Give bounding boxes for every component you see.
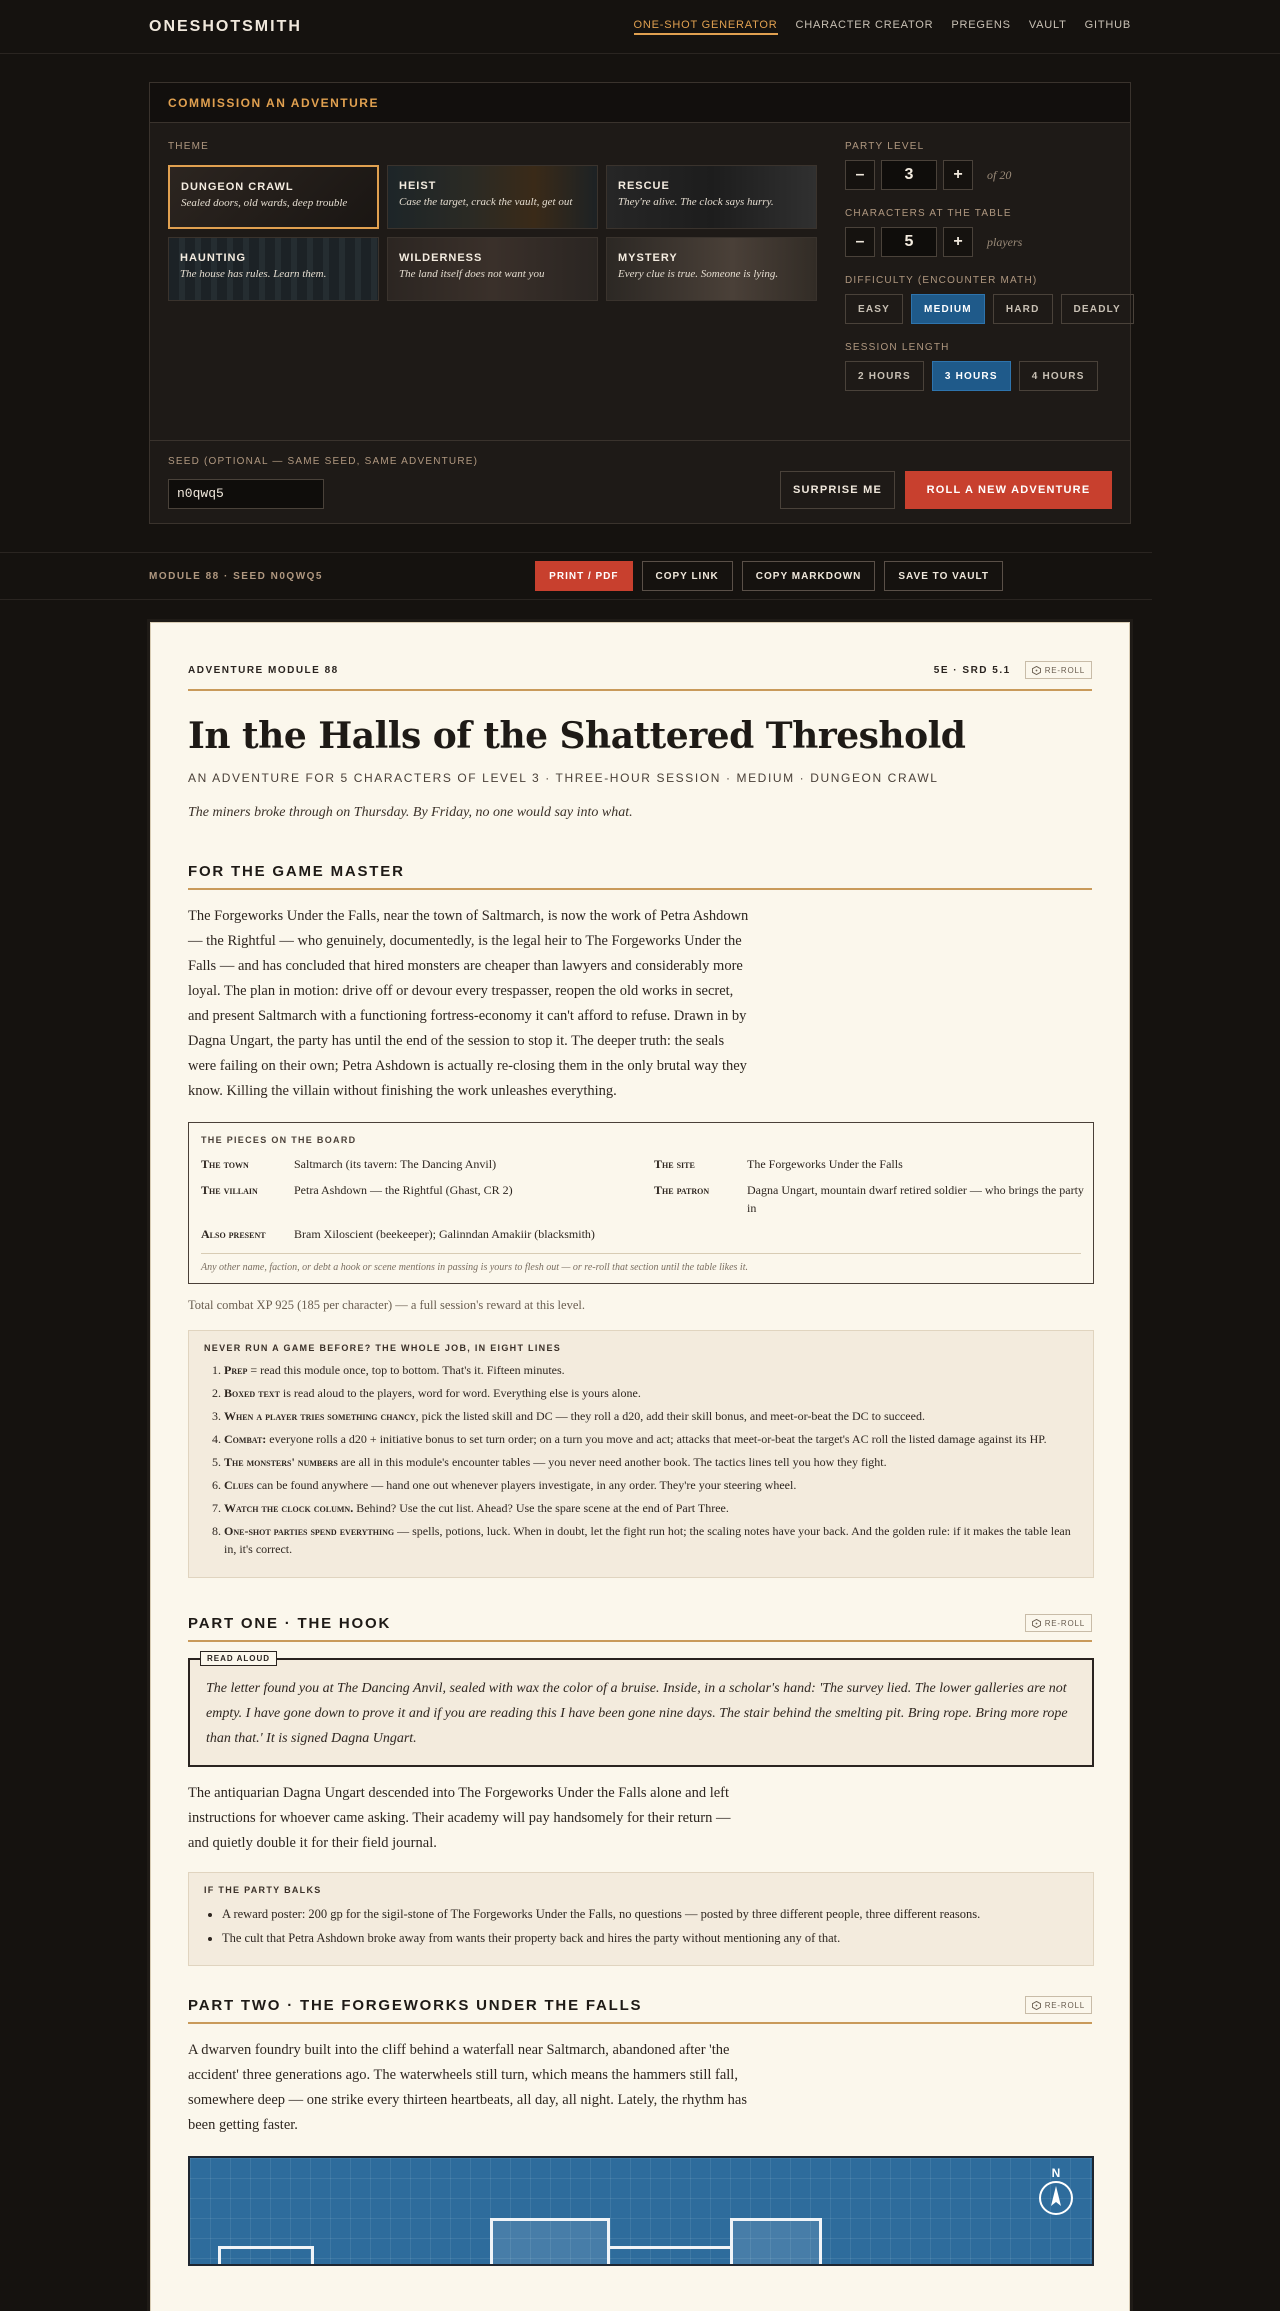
term: Clues — [224, 1478, 254, 1492]
dice-icon — [1032, 666, 1041, 675]
theme-name: DUNGEON CRAWL — [181, 181, 294, 193]
pieces-note: Any other name, faction, or debt a hook or scene mentions in passing is yours to flesh out — or re-roll that section until the table likes it. — [201, 1253, 1081, 1273]
piece-value: Bram Xiloscient (beekeeper); Galinndan Amakiir (blacksmith) — [294, 1227, 595, 1241]
list-item: • A reward poster: 200 gp for the sigil-stone of The Forgeworks Under the Falls, no questions — posted by three different people, three different reasons. — [222, 1905, 1078, 1923]
nav-link-generator[interactable]: ONE-SHOT GENERATOR — [634, 19, 778, 35]
theme-card-haunting[interactable] — [168, 237, 379, 301]
balks-heading: IF THE PARTY BALKS — [204, 1885, 322, 1895]
session-3-hours[interactable]: 3 HOURS — [932, 361, 1011, 391]
increment-button[interactable]: + — [943, 160, 973, 190]
session-2-hours[interactable]: 2 HOURS — [845, 361, 924, 391]
pieces-heading: THE PIECES ON THE BOARD — [201, 1135, 357, 1145]
decrement-button[interactable]: – — [845, 227, 875, 257]
session-group — [845, 342, 1115, 391]
difficulty-medium[interactable]: MEDIUM — [911, 294, 985, 324]
piece-value: Petra Ashdown — the Rightful (Ghast, CR 2) — [294, 1183, 513, 1197]
theme-card-rescue[interactable] — [606, 165, 817, 229]
characters-value[interactable]: 5 — [881, 227, 937, 257]
reroll-label: RE-ROLL — [1044, 2000, 1085, 2010]
read-aloud-tag: READ ALOUD — [200, 1651, 277, 1666]
party-level-unit: of 20 — [987, 167, 1012, 182]
read-aloud-box — [188, 1654, 1094, 1767]
pieces-box — [188, 1122, 1094, 1284]
list-item — [224, 1453, 1078, 1471]
theme-name: RESCUE — [618, 180, 670, 192]
adventure-document — [150, 622, 1130, 2311]
map-corridor — [610, 2246, 730, 2266]
theme-desc: Case the target, crack the vault, get out — [399, 196, 573, 208]
definition: are all in this module's encounter tables — you never need another book. The tactics lines tell you how they fight. — [337, 1455, 887, 1469]
party-level-value[interactable]: 3 — [881, 160, 937, 190]
theme-name: HEIST — [399, 180, 437, 192]
part-two-text: A dwarven foundry built into the cliff behind a waterfall near Saltmarch, abandoned after 'the accident' three generations ago. The waterwheels still turn, which means the hammers still fall, somewhere deep — one strike every thirteen heartbeats, all day, all night. Lately, the rhythm has been getting faster. — [188, 2042, 747, 2133]
module-label: ADVENTURE MODULE 88 — [188, 664, 339, 676]
increment-button[interactable]: + — [943, 227, 973, 257]
gm-text: The Forgeworks Under the Falls, near the town of Saltmarch, is now the work of Petra Ashdown — the Rightful — who genuinely, documentedly, is the legal heir to The Forgeworks Under the Falls — and has concluded that hired monsters are cheaper than lawyers and considerably more loyal. The plan in motion: drive off or devour every trespasser, reopen the old works in secret, and present Saltmarch with a functioning fortress-economy it can't afford to refuse. Drawn in by Dagna Ungart, the party has until the end of the session to stop it. The deeper truth: the seals were failing on their own; Petra Ashdown is actually re-closing them in the only brutal way they know. Killing the villain without finishing the work unleashes everything. — [188, 908, 749, 1099]
copy-markdown-button[interactable]: COPY MARKDOWN — [742, 561, 876, 591]
term: Combat: — [224, 1432, 267, 1446]
piece-value: Saltmarch (its tavern: The Dancing Anvil) — [294, 1157, 497, 1171]
settings-column — [845, 141, 1121, 409]
characters-unit: players — [987, 234, 1023, 249]
toolbar-buttons — [535, 561, 1003, 591]
panel-footer — [150, 440, 1130, 524]
nav-link-github[interactable]: GITHUB — [1084, 18, 1131, 31]
definition: — spells, potions, luck. When in doubt, let the fight run hot; the scaling notes have your back. And the golden rule: if it makes the table lean in, it's correct. — [224, 1524, 1071, 1556]
seed-label: SEED (OPTIONAL — SAME SEED, SAME ADVENTURE) — [168, 456, 479, 467]
piece-key: The town — [201, 1157, 249, 1171]
newbie-guide — [188, 1330, 1094, 1578]
document-header — [188, 661, 1092, 691]
term: One-shot parties spend everything — [224, 1524, 395, 1538]
adventure-title: In the Halls of the Shattered Threshold — [188, 715, 966, 757]
party-level-group — [845, 141, 1115, 190]
party-level-stepper — [845, 160, 1115, 190]
reroll-button[interactable] — [1025, 1614, 1092, 1632]
term: Watch the clock column. — [224, 1501, 354, 1515]
dungeon-map — [188, 2156, 1094, 2266]
theme-desc: They're alive. The clock says hurry. — [618, 196, 774, 208]
difficulty-easy[interactable]: EASY — [845, 294, 903, 324]
definition: , pick the listed skill and DC — they roll a d20, add their skill bonus, and meet-or-beat the DC to succeed. — [415, 1409, 925, 1423]
list-item — [224, 1476, 1078, 1494]
adventure-tagline: The miners broke through on Thursday. By Friday, no one would say into what. — [188, 805, 633, 820]
list-item — [224, 1407, 1078, 1425]
theme-name: WILDERNESS — [399, 252, 483, 264]
difficulty-deadly[interactable]: DEADLY — [1061, 294, 1134, 324]
difficulty-label: DIFFICULTY (ENCOUNTER MATH) — [845, 275, 1038, 286]
term: Prep — [224, 1363, 248, 1377]
roll-adventure-button[interactable]: ROLL A NEW ADVENTURE — [905, 471, 1112, 509]
seed-input[interactable]: n0qwq5 — [168, 479, 324, 509]
definition: can be found anywhere — hand one out whenever players investigate, in any order. They're your steering wheel. — [253, 1478, 797, 1492]
section-heading: FOR THE GAME MASTER — [188, 863, 405, 880]
part-two-header — [188, 1996, 1092, 2024]
read-aloud-text: The letter found you at The Dancing Anvil, sealed with wax the color of a bruise. Inside, in a scholar's hand: 'The survey lied. The lower galleries are not empty. I have gone down to prove it and if you are reading this I have been gone nine days. The stair behind the smelting pit. Bring rope. Bring more rope than that.' It is signed Dagna Ungart. — [206, 1681, 1068, 1746]
section-heading: PART TWO · THE FORGEWORKS UNDER THE FALLS — [188, 1996, 643, 2014]
term: Boxed text — [224, 1386, 280, 1400]
theme-grid — [168, 165, 817, 301]
module-toolbar — [0, 552, 1152, 600]
north-label: N — [1051, 2166, 1061, 2180]
difficulty-options — [845, 294, 1121, 324]
brand-logo[interactable]: ONESHOTSMITH — [149, 17, 302, 35]
save-to-vault-button[interactable]: SAVE TO VAULT — [884, 561, 1003, 591]
pieces-grid — [201, 1155, 1084, 1243]
reroll-label: RE-ROLL — [1044, 665, 1085, 675]
theme-desc: Sealed doors, old wards, deep trouble — [181, 197, 348, 209]
top-nav — [0, 0, 1280, 54]
session-4-hours[interactable]: 4 HOURS — [1019, 361, 1098, 391]
definition: Behind? Use the cut list. Ahead? Use the spare scene at the end of Part Three. — [353, 1501, 729, 1515]
list-item — [224, 1430, 1078, 1448]
difficulty-hard[interactable]: HARD — [993, 294, 1053, 324]
map-room — [490, 2218, 610, 2266]
theme-name: HAUNTING — [180, 252, 247, 264]
theme-card-heist[interactable] — [387, 165, 598, 229]
part-one-text: The antiquarian Dagna Ungart descended into The Forgeworks Under the Falls alone and left instructions for whoever came asking. Their academy will pay handsomely for their return — and quietly double it for their field journal. — [188, 1785, 731, 1851]
piece-key: The patron — [654, 1183, 710, 1197]
piece-key: The villain — [201, 1183, 258, 1197]
compass-icon — [1038, 2180, 1074, 2216]
list-item — [224, 1361, 1078, 1379]
nav-links — [634, 19, 1131, 35]
print-pdf-button[interactable]: PRINT / PDF — [535, 561, 632, 591]
list-item — [224, 1499, 1078, 1517]
nav-link-pregens[interactable]: PREGENS — [951, 18, 1011, 31]
newbie-heading: NEVER RUN A GAME BEFORE? THE WHOLE JOB, IN EIGHT LINES — [204, 1343, 562, 1353]
difficulty-group — [845, 275, 1121, 324]
reroll-label: RE-ROLL — [1044, 1618, 1085, 1628]
section-heading: PART ONE · THE HOOK — [188, 1614, 392, 1632]
system-label: 5E · SRD 5.1 — [933, 664, 1011, 676]
piece-value: The Forgeworks Under the Falls — [747, 1157, 903, 1171]
theme-desc: Every clue is true. Someone is lying. — [618, 268, 779, 280]
nav-link-character-creator[interactable]: CHARACTER CREATOR — [795, 18, 934, 31]
list-item — [224, 1522, 1078, 1558]
panel-title: COMMISSION AN ADVENTURE — [150, 83, 1130, 123]
term: When a player tries something chancy — [224, 1409, 416, 1423]
characters-label: CHARACTERS AT THE TABLE — [845, 208, 1012, 219]
party-level-label: PARTY LEVEL — [845, 141, 925, 152]
definition: = read this module once, top to bottom. That's it. Fifteen minutes. — [247, 1363, 565, 1377]
reroll-button[interactable] — [1025, 661, 1092, 679]
theme-desc: The house has rules. Learn them. — [180, 268, 327, 280]
session-options — [845, 361, 1115, 391]
adventure-subtitle: AN ADVENTURE FOR 5 CHARACTERS OF LEVEL 3 · THREE-HOUR SESSION · MEDIUM · DUNGEON CRAWL — [188, 771, 939, 785]
module-meta: MODULE 88 · SEED N0QWQ5 — [149, 570, 323, 582]
theme-desc: The land itself does not want you — [399, 268, 545, 280]
theme-name: MYSTERY — [618, 252, 678, 264]
piece-key: The site — [654, 1157, 695, 1171]
piece-value: Dagna Ungart, mountain dwarf retired soldier — who brings the party in — [747, 1183, 1084, 1215]
part-one-header — [188, 1614, 1092, 1642]
newbie-list — [204, 1361, 1078, 1558]
theme-card-wilderness[interactable] — [387, 237, 598, 301]
copy-link-button[interactable]: COPY LINK — [642, 561, 733, 591]
header-right — [934, 661, 1092, 679]
definition: is read aloud to the players, word for word. Everything else is yours alone. — [279, 1386, 641, 1400]
theme-label: THEME — [168, 141, 209, 152]
map-room — [730, 2218, 822, 2266]
dice-icon — [1032, 2001, 1041, 2010]
gm-section-header — [188, 863, 1092, 890]
balks-list — [204, 1905, 1078, 1947]
theme-card-dungeon-crawl[interactable] — [168, 165, 379, 229]
piece-key: Also present — [201, 1227, 266, 1241]
map-room — [218, 2246, 314, 2266]
session-label: SESSION LENGTH — [845, 342, 950, 353]
decrement-button[interactable]: – — [845, 160, 875, 190]
xp-summary: Total combat XP 925 (185 per character) — a full session's reward at this level. — [188, 1298, 585, 1312]
list-item — [224, 1384, 1078, 1402]
party-balks-box — [188, 1872, 1094, 1966]
nav-link-vault[interactable]: VAULT — [1028, 18, 1067, 31]
term: The monsters' numbers — [224, 1455, 338, 1469]
characters-group — [845, 208, 1115, 257]
commission-panel — [149, 82, 1131, 524]
characters-stepper — [845, 227, 1115, 257]
definition: everyone rolls a d20 + initiative bonus to set turn order; on a turn you move and act; attacks that meet-or-beat the target's AC roll the listed damage against its HP. — [266, 1432, 1047, 1446]
theme-card-mystery[interactable] — [606, 237, 817, 301]
reroll-button[interactable] — [1025, 1996, 1092, 2014]
surprise-me-button[interactable]: SURPRISE ME — [780, 471, 895, 509]
dice-icon — [1032, 1619, 1041, 1628]
list-item: • The cult that Petra Ashdown broke away from wants their property back and hires the party without mentioning any of that. — [222, 1929, 1078, 1947]
